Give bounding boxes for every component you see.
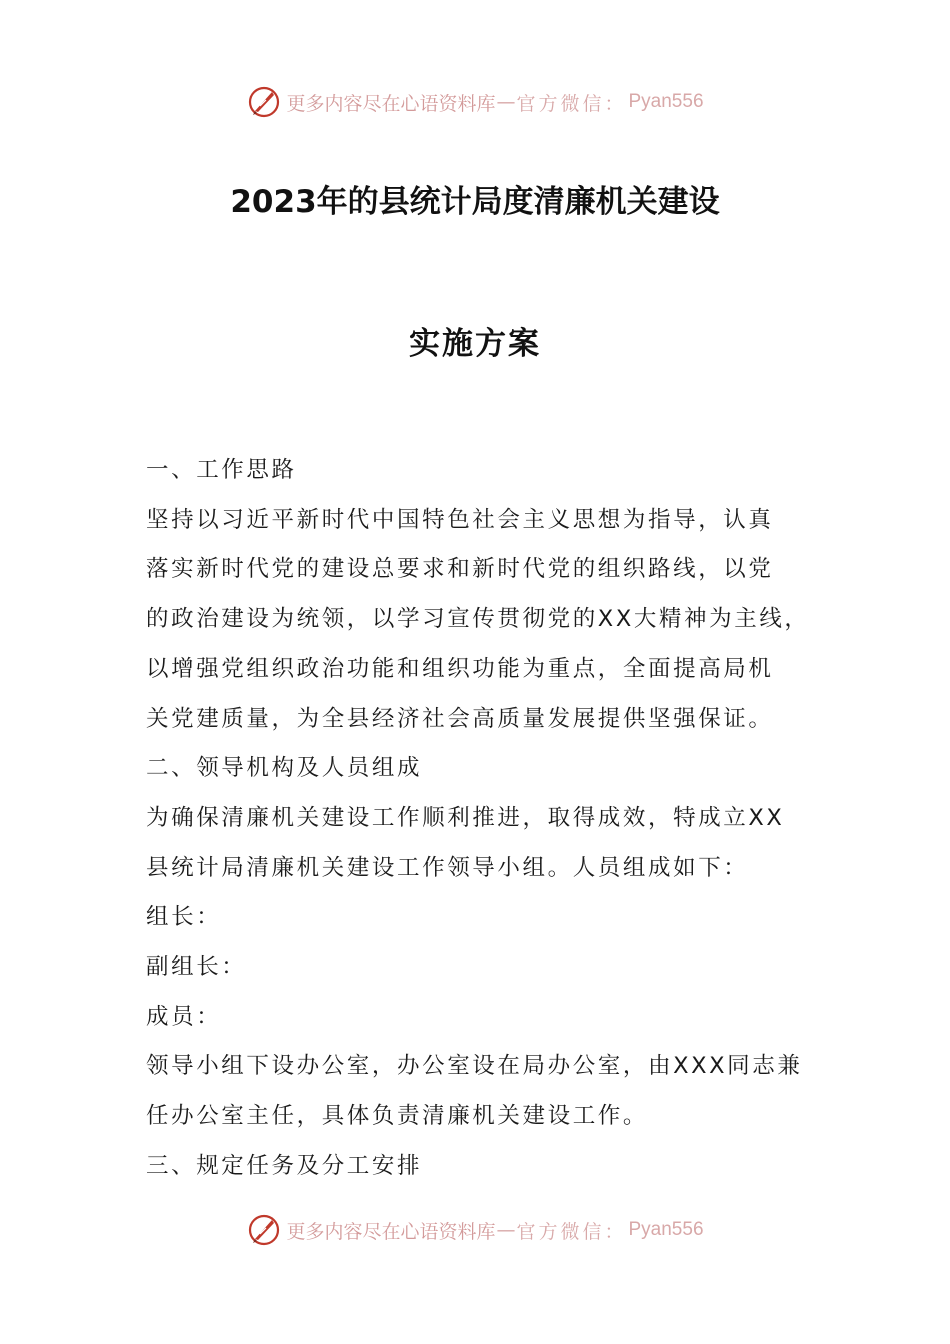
watermark-main-text: 更多内容尽在心语资料库	[286, 1220, 496, 1243]
body-line: 领导小组下设办公室，办公室设在局办公室，由XXX同志兼	[146, 1053, 803, 1080]
document-body	[146, 446, 811, 1192]
body-line: 任办公室主任，具体负责清廉机关建设工作。	[146, 1103, 649, 1130]
body-line: 的政治建设为统领，以学习宣传贯彻党的XX大精神为主线，	[146, 606, 810, 633]
body-line: 县统计局清廉机关建设工作领导小组。人员组成如下：	[146, 854, 749, 881]
watermark-wechat-label: 官方微信：	[516, 1220, 627, 1243]
watermark-dash: —	[496, 1219, 516, 1241]
watermark-main-text: 更多内容尽在心语资料库	[286, 92, 496, 115]
watermark-wechat-id: Pyan556	[628, 1219, 704, 1240]
body-line: 关党建质量，为全县经济社会高质量发展提供坚强保证。	[146, 705, 774, 732]
section-heading-2: 二、领导机构及人员组成	[146, 755, 423, 782]
body-line: 坚持以习近平新时代中国特色社会主义思想为指导，认真	[146, 506, 774, 533]
body-line: 为确保清廉机关建设工作顺利推进，取得成效，特成立XX	[146, 804, 785, 831]
members-line: 成员：	[146, 1003, 222, 1030]
section-heading-1: 一、工作思路	[146, 457, 297, 483]
watermark-wechat-label: 官方微信：	[516, 92, 627, 115]
body-line: 落实新时代党的建设总要求和新时代党的组织路线，以党	[146, 556, 774, 583]
group-leader-line: 组长：	[146, 904, 222, 931]
footer-watermark	[0, 1210, 950, 1250]
section-heading-3: 三、规定任务及分工安排	[146, 1152, 423, 1179]
quill-logo-icon	[246, 84, 282, 120]
watermark-wechat-id: Pyan556	[628, 91, 704, 112]
watermark-dash: —	[496, 91, 516, 113]
document-title-line-1: 2023年的县统计局度清廉机关建设	[230, 184, 720, 220]
document-title-line-2: 实施方案	[409, 326, 541, 362]
body-line: 以增强党组织政治功能和组织功能为重点，全面提高局机	[146, 655, 774, 682]
header-watermark	[0, 82, 950, 122]
deputy-leader-line: 副组长：	[146, 954, 247, 981]
quill-logo-icon	[246, 1212, 282, 1248]
